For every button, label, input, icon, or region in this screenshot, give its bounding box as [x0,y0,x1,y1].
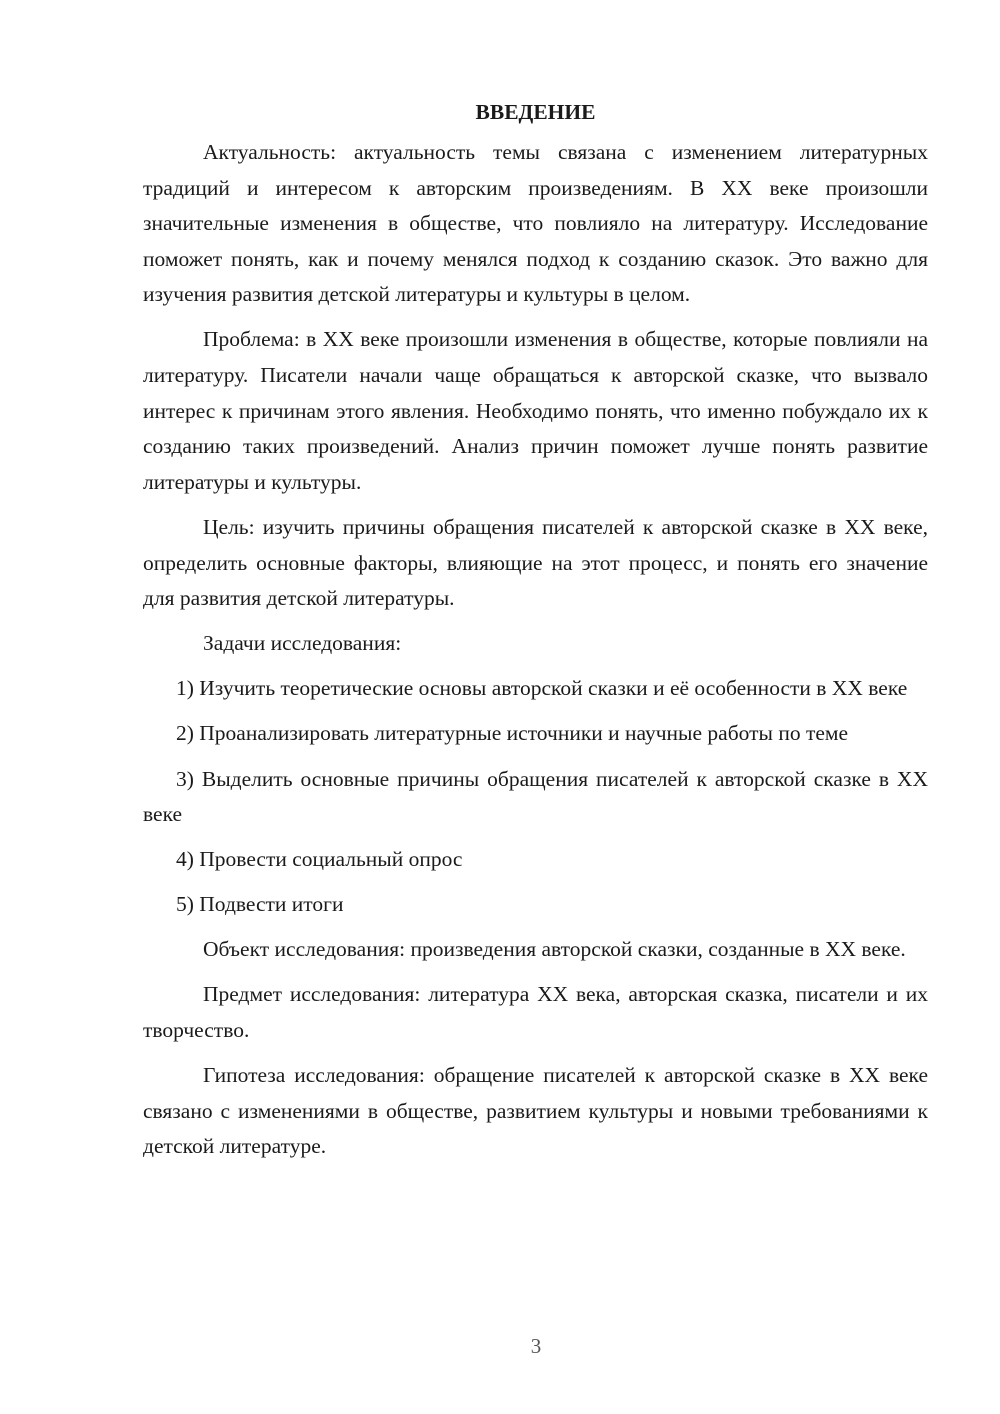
tasks-heading: Задачи исследования: [203,631,402,656]
task-item: 4) Провести социальный опрос [176,847,463,872]
subject-paragraph: Предмет исследования: литература XX века, авторская сказка, писатели и их творчество. [143,982,928,1043]
page-title: ВВЕДЕНИЕ [475,100,596,124]
goal-paragraph: Цель: изучить причины обращения писателей к авторской сказке в XX веке, определить основные факторы, влияющие на этот процесс, и понять его значение для развития детской литературы. [143,514,928,611]
relevance-paragraph: Актуальность: актуальность темы связана с изменением литературных традиций и интересом к авторским произведениям. В XX веке произошли значительные изменения в обществе, что повлияло на литературу. Исследование поможет понять, как и почему менялся подход к созданию сказок. Это важно для изучения развития детской литературы и культуры в целом. [143,140,928,307]
document-page [143,96,928,1174]
page-number: 3 [530,1334,542,1358]
problem-paragraph: Проблема: в XX веке произошли изменения в обществе, которые повлияли на литературу. Писатели начали чаще обращаться к авторской сказке, что вызвало интерес к причинам этого явления. Необходимо понять, что именно побуждало их к созданию таких произведений. Анализ причин поможет лучше понять развитие литературы и культуры. [143,327,928,494]
task-item: 2) Проанализировать литературные источники и научные работы по теме [176,721,849,746]
object-paragraph: Объект исследования: произведения авторской сказки, созданные в XX веке. [203,937,906,962]
hypothesis-paragraph: Гипотеза исследования: обращение писателей к авторской сказке в XX веке связано с изменениями в обществе, развитием культуры и новыми требованиями к детской литературе. [143,1063,928,1159]
task-item: 5) Подвести итоги [176,892,344,917]
task-item: 1) Изучить теоретические основы авторской сказки и её особенности в XX веке [176,676,908,701]
task-item: 3) Выделить основные причины обращения писателей к авторской сказке в XX веке [143,766,928,827]
